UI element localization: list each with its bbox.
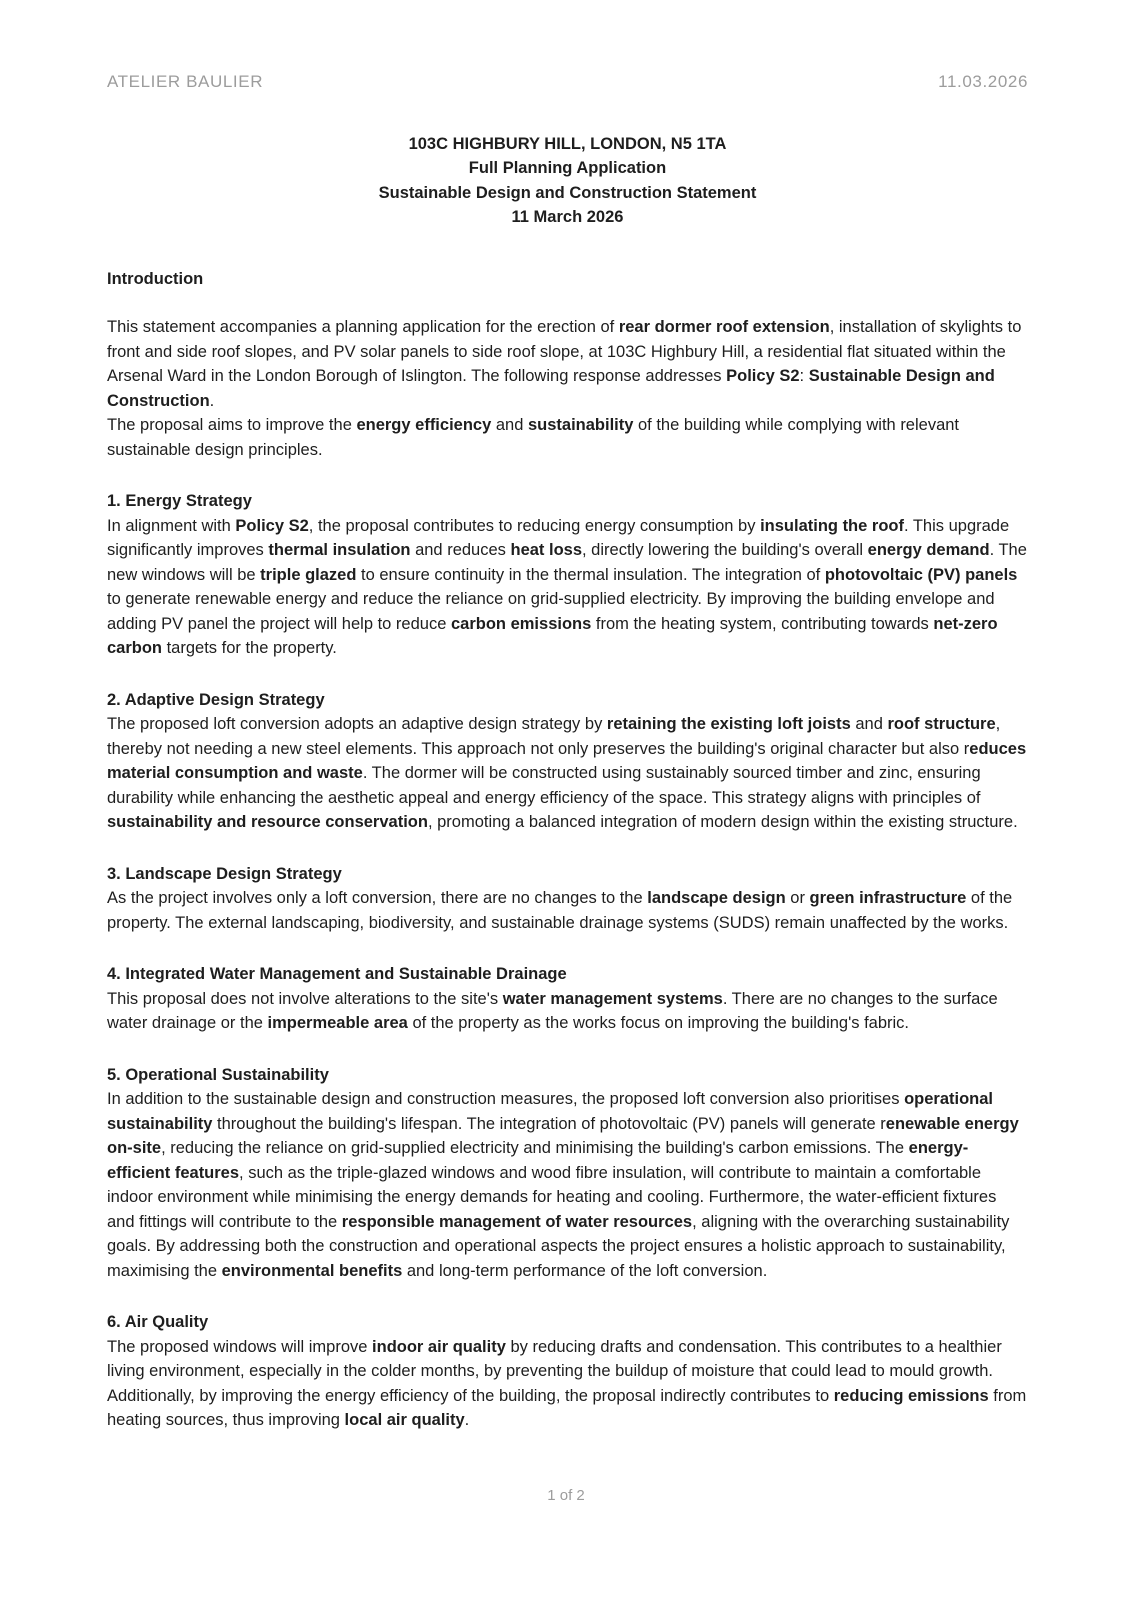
page-footer: 1 of 2 xyxy=(547,1486,585,1504)
section-heading: 4. Integrated Water Management and Sustainable Drainage xyxy=(107,965,567,983)
section-water-management xyxy=(107,962,1028,1036)
section-heading: 1. Energy Strategy xyxy=(107,492,252,510)
section-landscape-design-strategy xyxy=(107,862,1028,936)
paragraph: As the project involves only a loft conversion, there are no changes to the landscape design or green infrastructure of the property. The external landscaping, biodiversity, and sustainable drainage systems (SUDS) remain unaffected by the works. xyxy=(107,889,1013,932)
paragraph: In alignment with Policy S2, the proposal contributes to reducing energy consumption by insulating the roof. This upgrade significantly improves thermal insulation and reduces heat loss, directly lowering the building's overall energy demand. The new windows will be triple glazed to ensure continuity in the thermal insulation. The integration of photovoltaic (PV) panels to generate renewable energy and reduce the reliance on grid-supplied electricity. By improving the building envelope and adding PV panel the project will help to reduce carbon emissions from the heating system, contributing towards net-zero carbon targets for the property. xyxy=(107,516,1027,657)
section-heading: 6. Air Quality xyxy=(107,1313,209,1331)
firm-name: ATELIER BAULIER xyxy=(107,72,264,91)
page-header xyxy=(107,70,1028,95)
paragraph: The proposed windows will improve indoor air quality by reducing drafts and condensation. This contributes to a healthier living environment, especially in the colder months, by preventing the buildup of moisture that could lead to mould growth. Additionally, by improving the energy efficiency of the building, the proposal indirectly contributes to reducing emissions from heating sources, thus improving local air quality. xyxy=(107,1337,1027,1429)
section-introduction xyxy=(107,267,1028,463)
section-operational-sustainability xyxy=(107,1063,1028,1284)
title-statement-name: Sustainable Design and Construction Statement xyxy=(378,183,757,202)
paragraph: This proposal does not involve alterations to the site's water management systems. There are no changes to the surface water drainage or the impermeable area of the property as the works focus on improving the building's fabric. xyxy=(107,989,998,1032)
title-application-type: Full Planning Application xyxy=(468,159,667,177)
paragraph: The proposal aims to improve the energy efficiency and sustainability of the building while complying with relevant sustainable design principles. xyxy=(107,416,960,459)
paragraph: In addition to the sustainable design and construction measures, the proposed loft conversion also prioritises operational sustainability throughout the building's lifespan. The integration of photovoltaic (PV) panels will generate renewable energy on-site, reducing the reliance on grid-supplied electricity and minimising the building's carbon emissions. The energy-efficient features, such as the triple-glazed windows and wood fibre insulation, will contribute to maintain a comfortable indoor environment while minimising the energy demands for heating and cooling. Furthermore, the water-efficient fixtures and fittings will contribute to the responsible management of water resources, aligning with the overarching sustainability goals. By addressing both the construction and operational aspects the project ensures a holistic approach to sustainability, maximising the environmental benefits and long-term performance of the loft conversion. xyxy=(107,1090,1019,1280)
header-date: 11.03.2026 xyxy=(938,72,1028,91)
section-energy-strategy xyxy=(107,489,1028,661)
section-heading: Introduction xyxy=(107,269,204,288)
section-heading: 3. Landscape Design Strategy xyxy=(107,864,342,883)
paragraph: The proposed loft conversion adopts an adaptive design strategy by retaining the existing loft joists and roof structure, thereby not needing a new steel elements. This approach not only preserves the building's original character but also reduces material consumption and waste. The dormer will be constructed using sustainably sourced timber and zinc, ensuring durability while enhancing the aesthetic appeal and energy efficiency of the space. This strategy aligns with principles of sustainability and resource conservation, promoting a balanced integration of modern design within the existing structure. xyxy=(107,715,1027,831)
section-adaptive-design-strategy xyxy=(107,688,1028,835)
section-heading: 5. Operational Sustainability xyxy=(107,1065,329,1084)
title-block xyxy=(107,132,1028,230)
title-address: 103C HIGHBURY HILL, LONDON, N5 1TA xyxy=(408,134,727,153)
paragraph: This statement accompanies a planning application for the erection of rear dormer roof extension, installation of skylights to front and side roof slopes, and PV solar panels to side roof slope, at 103C Highbury Hill, a residential flat situated within the Arsenal Ward in the London Borough of Islington. The following response addresses Policy S2: Sustainable Design and Construction. xyxy=(107,318,1022,410)
section-air-quality xyxy=(107,1310,1028,1433)
title-date: 11 March 2026 xyxy=(511,208,624,226)
section-heading: 2. Adaptive Design Strategy xyxy=(107,690,325,709)
